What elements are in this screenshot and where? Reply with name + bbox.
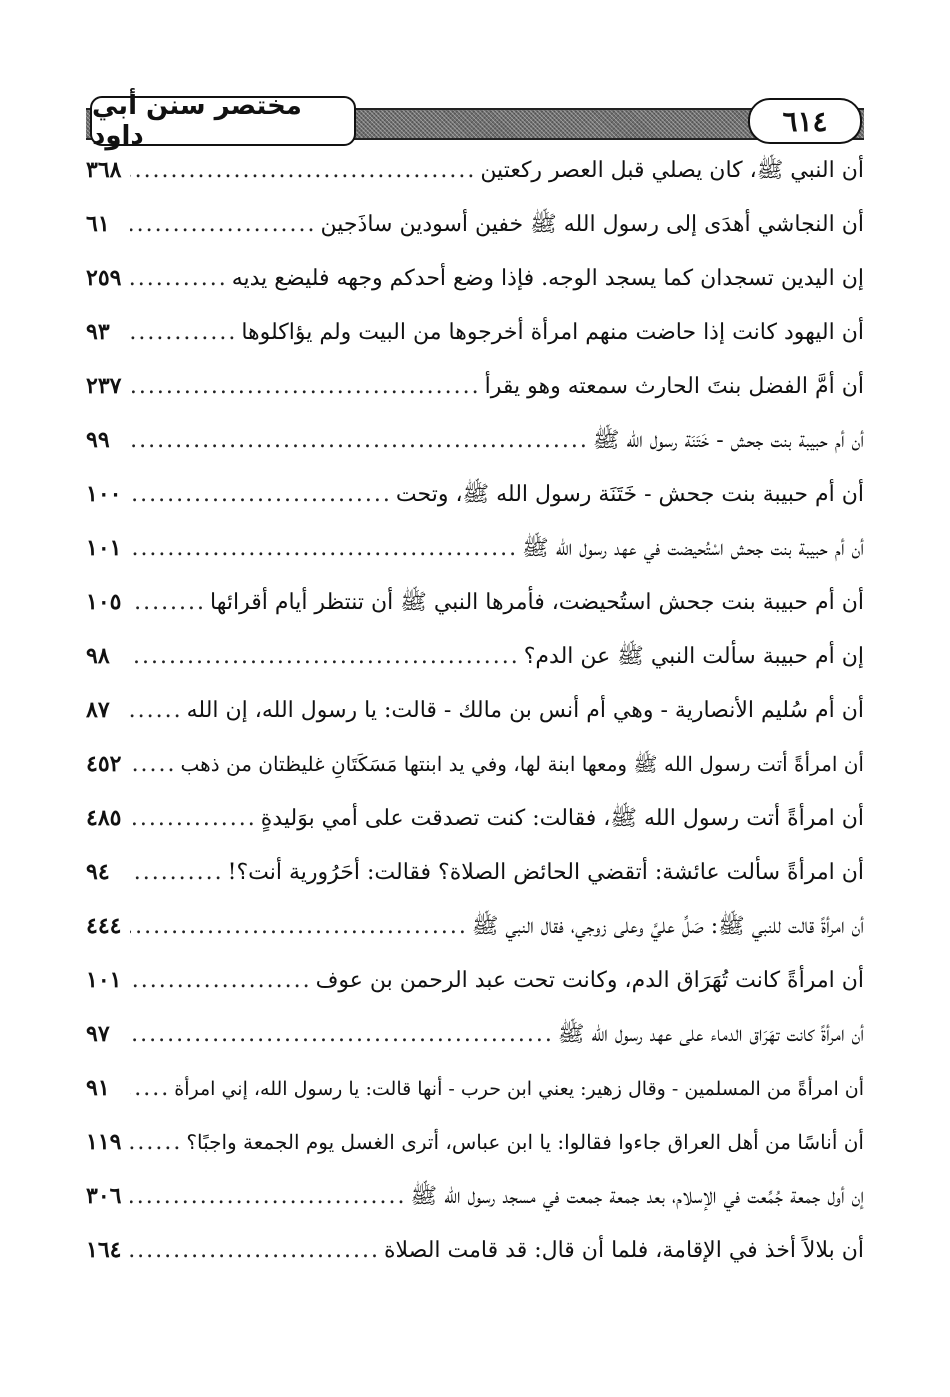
entry-text: أن امرأةً من المسلمين - وقال زهير: يعني ابن حرب - أنها قالت: يا رسول الله، إني امرأة (174, 1078, 864, 1100)
entry-page-number: ١٠١ (86, 967, 122, 993)
entry-page-number: ٤٤٤ (86, 913, 122, 939)
entry-page-number: ٩٤ (86, 859, 110, 885)
dot-leader (130, 367, 481, 407)
page-header (86, 91, 864, 151)
entry-text: أن امرأةً سألت عائشة: أتقضي الحائض الصلاة؟ فقالت: أحَرُورية أنت؟! (227, 860, 864, 885)
entry-page-number: ٩٨ (86, 643, 110, 669)
entry-page-number: ٢٥٩ (86, 265, 122, 291)
entry-text: أن امرأةً أتت رسول الله ﷺ، فقالت: كنت تصدقت على أمي بوَليدةٍ (260, 806, 864, 831)
entry-page-number: ٣٠٦ (86, 1183, 122, 1209)
dot-leader (130, 421, 589, 461)
entry-page-number: ٤٥٢ (86, 751, 122, 777)
index-entry (86, 204, 864, 258)
index-entry (86, 582, 864, 636)
entry-page-number: ١١٩ (86, 1129, 122, 1155)
index-entry (86, 1068, 864, 1122)
entry-page-number: ١٦٤ (86, 1237, 122, 1263)
dot-leader (130, 853, 224, 893)
index-entry (86, 690, 864, 744)
entry-text: أن امرأةً كانت تهَرَاق الدماء على عهد رسول الله ﷺ (557, 1022, 864, 1047)
entry-text: أن امرأةً كانت تُهَرَاق الدم، وكانت تحت عبد الرحمن بن عوف (315, 968, 864, 993)
entry-text: أن بلالاً أخذ في الإقامة، فلما أن قال: قد قامت الصلاة (384, 1238, 864, 1263)
dot-leader (130, 691, 183, 731)
entry-page-number: ١٠١ (86, 535, 122, 561)
index-entry (86, 960, 864, 1014)
entry-text: أن أم حبيبة بنت جحش استُحيضت، فأمرها النبي ﷺ أن تنتظر أيام أقرائها (210, 590, 864, 615)
index-entry (86, 420, 864, 474)
page-number: ٦١٤ (748, 98, 862, 144)
index-entry (86, 1230, 864, 1284)
index-entry (86, 798, 864, 852)
dot-leader (130, 205, 317, 245)
index-entry (86, 636, 864, 690)
entry-text: أن امرأةً أتت رسول الله ﷺ ومعها ابنة لها، وفي يد ابنتها مَسَكَتَانِ غليظتان من ذهب (180, 752, 864, 776)
index-entry (86, 528, 864, 582)
index-entry (86, 474, 864, 528)
entry-text: أن أناسًا من أهل العراق جاءوا فقالوا: يا ابن عباس، أترى الغسل يوم الجمعة واجبًا؟ (186, 1130, 864, 1154)
dot-leader (130, 1123, 182, 1163)
entry-text: أن امرأةً قالت للنبي ﷺ: صَلِّ عليَّ وعلى زوجي، فقال النبي ﷺ (471, 914, 864, 939)
entry-page-number: ٢٣٧ (86, 373, 122, 399)
dot-leader (130, 1015, 554, 1055)
entry-text: أن أم حبيبة بنت جحش - خَتَنَة رسول الله ﷺ (592, 428, 864, 453)
entry-page-number: ٩١ (86, 1075, 110, 1101)
dot-leader (130, 961, 312, 1001)
entry-text: أن اليهود كانت إذا حاضت منهم امرأة أخرجوها من البيت ولم يؤاكلوها (241, 320, 864, 345)
index-entry (86, 312, 864, 366)
dot-leader (130, 745, 177, 785)
entry-page-number: ٤٨٥ (86, 805, 122, 831)
index-entry (86, 150, 864, 204)
entry-text: أن النجاشي أهدَى إلى رسول الله ﷺ خفين أسودين ساذَجين (320, 212, 864, 237)
entry-text: أن أم سُليم الأنصارية - وهي أم أنس بن مالك - قالت: يا رسول الله، إن الله (186, 698, 864, 723)
index-entry (86, 744, 864, 798)
dot-leader (130, 907, 468, 947)
index-entry (86, 906, 864, 960)
dot-leader (130, 313, 237, 353)
entry-text: أن أمَّ الفضل بنتَ الحارث سمعته وهو يقرأ (484, 374, 864, 399)
index-entry (86, 852, 864, 906)
index-entry (86, 1176, 864, 1230)
dot-leader (130, 799, 257, 839)
entry-text: إن أم حبيبة سألت النبي ﷺ عن الدم؟ (523, 644, 864, 669)
index-entry (86, 366, 864, 420)
entry-page-number: ٣٦٨ (86, 157, 122, 183)
entry-page-number: ٩٩ (86, 427, 110, 453)
index-list (86, 150, 864, 1284)
dot-leader (130, 1069, 170, 1109)
dot-leader (130, 475, 392, 515)
dot-leader (130, 529, 518, 569)
entry-page-number: ٩٧ (86, 1021, 110, 1047)
entry-page-number: ٩٣ (86, 319, 110, 345)
dot-leader (130, 259, 228, 299)
dot-leader (130, 637, 520, 677)
dot-leader (130, 1177, 407, 1217)
book-title: مختصر سنن أبي داود (90, 96, 356, 146)
dot-leader (130, 151, 476, 191)
index-entry (86, 1014, 864, 1068)
entry-page-number: ١٠٠ (86, 481, 122, 507)
dot-leader (130, 583, 206, 623)
entry-page-number: ٦١ (86, 211, 110, 237)
entry-text: إن أول جمعة جُمِّعت في الإسلام، بعد جمعة جمعت في مسجد رسول الله ﷺ (410, 1184, 864, 1209)
index-entry (86, 258, 864, 312)
entry-page-number: ١٠٥ (86, 589, 122, 615)
entry-text: أن النبي ﷺ، كان يصلي قبل العصر ركعتين (480, 158, 864, 183)
entry-text: إن اليدين تسجدان كما يسجد الوجه. فإذا وضع أحدكم وجهه فليضع يديه (231, 266, 864, 291)
entry-text: أن أم حبيبة بنت جحش اسْتُحيضت في عهد رسول الله ﷺ (522, 536, 864, 561)
entry-page-number: ٨٧ (86, 697, 110, 723)
index-entry (86, 1122, 864, 1176)
dot-leader (130, 1231, 380, 1271)
entry-text: أن أم حبيبة بنت جحش - خَتَنَة رسول الله ﷺ، وتحت (395, 482, 864, 507)
